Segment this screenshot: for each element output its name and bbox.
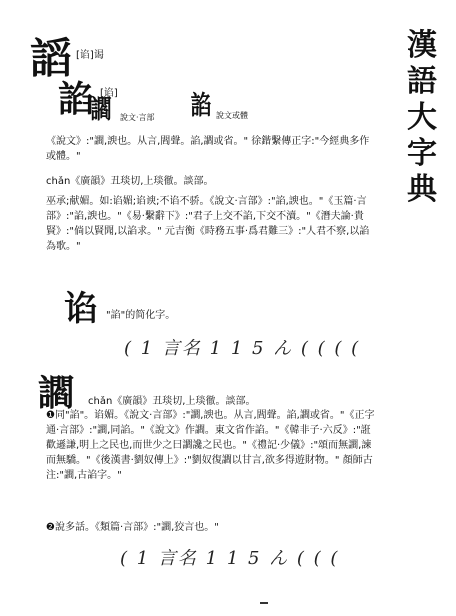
- variant-note: "諂"的简化字。: [106, 310, 176, 321]
- entry-head-tag: [谄]谒: [76, 50, 104, 61]
- entry2-sense-1: ❶同"諂"。谄媚。《說文·言部》:"讇,諛也。从言,閻聲。諂,讇或省。"《正字通·言部》:"讇,同諂。"《說文》作讇。東文省作諂。"《韓非子·六反》:"誑歡遜謙,明上之民也,而世少之曰讇讒之民也。"《禮記·少儀》:"頌而無讇,諫而無驕。"《後漢書·劉奴傳上》:"劉奴復讇以甘言,欲多得遊財物。" 顏師古注:"讇,古諂字。": [46, 410, 375, 481]
- seal-script-variant-glyph: 諂: [190, 91, 212, 121]
- entry-sub-tag: [谄]: [100, 88, 118, 99]
- entry2-head-char: 讇: [38, 373, 75, 414]
- entry2-sense-2: ❷說多話。《類篇·言部》:"讇,狡言也。": [46, 522, 219, 533]
- entry-examples: 巫承;献媚。如:谄媚;谄谀;不谄不骄。《說文·言部》:"諂,諛也。"《玉篇·言部》:"諂,諛也。"《易·繫辭下》:"君子上交不諂,下交不瀆。"《潛夫論·貴賢》:"倘以賢聞,以諂求。" 元吉衡《時務五事·爲君難三》:"人君不察,以諂為歌。": [46, 196, 370, 252]
- entry2-pronunciation: chǎn《廣韻》丑琰切,上琰徹。談部。: [88, 396, 256, 407]
- handwritten-annotation-2: ( 1 言名 1 1 5 ん ( ( (: [120, 548, 340, 569]
- dictionary-title: [402, 28, 442, 208]
- title-char: 漢: [407, 28, 437, 63]
- title-char: 語: [407, 64, 437, 99]
- handwritten-annotation: ( 1 言名 1 1 5 ん ( ( ( (: [124, 338, 361, 359]
- entry-definition: 《說文》:"讇,諛也。从言,閻聲。諂,讇或省。" 徐鍇繫傳正字:"今經典多作或體。": [46, 136, 370, 162]
- seal-script-variant-label: 說文或體: [216, 111, 248, 120]
- title-char: 典: [407, 172, 437, 207]
- entry-sub-char: 諂: [58, 79, 95, 120]
- entry-head-char: 謟: [30, 34, 73, 83]
- title-char: 大: [407, 100, 437, 135]
- seal-script-glyph: 讇: [90, 95, 112, 125]
- title-char: 字: [407, 136, 437, 171]
- variant-char: 谄: [64, 289, 98, 329]
- seal-script-label: 說文·言部: [120, 113, 155, 122]
- entry-pronunciation: chǎn《廣韻》丑琰切,上琰徹。談部。: [46, 176, 214, 187]
- page-mark: [260, 602, 268, 604]
